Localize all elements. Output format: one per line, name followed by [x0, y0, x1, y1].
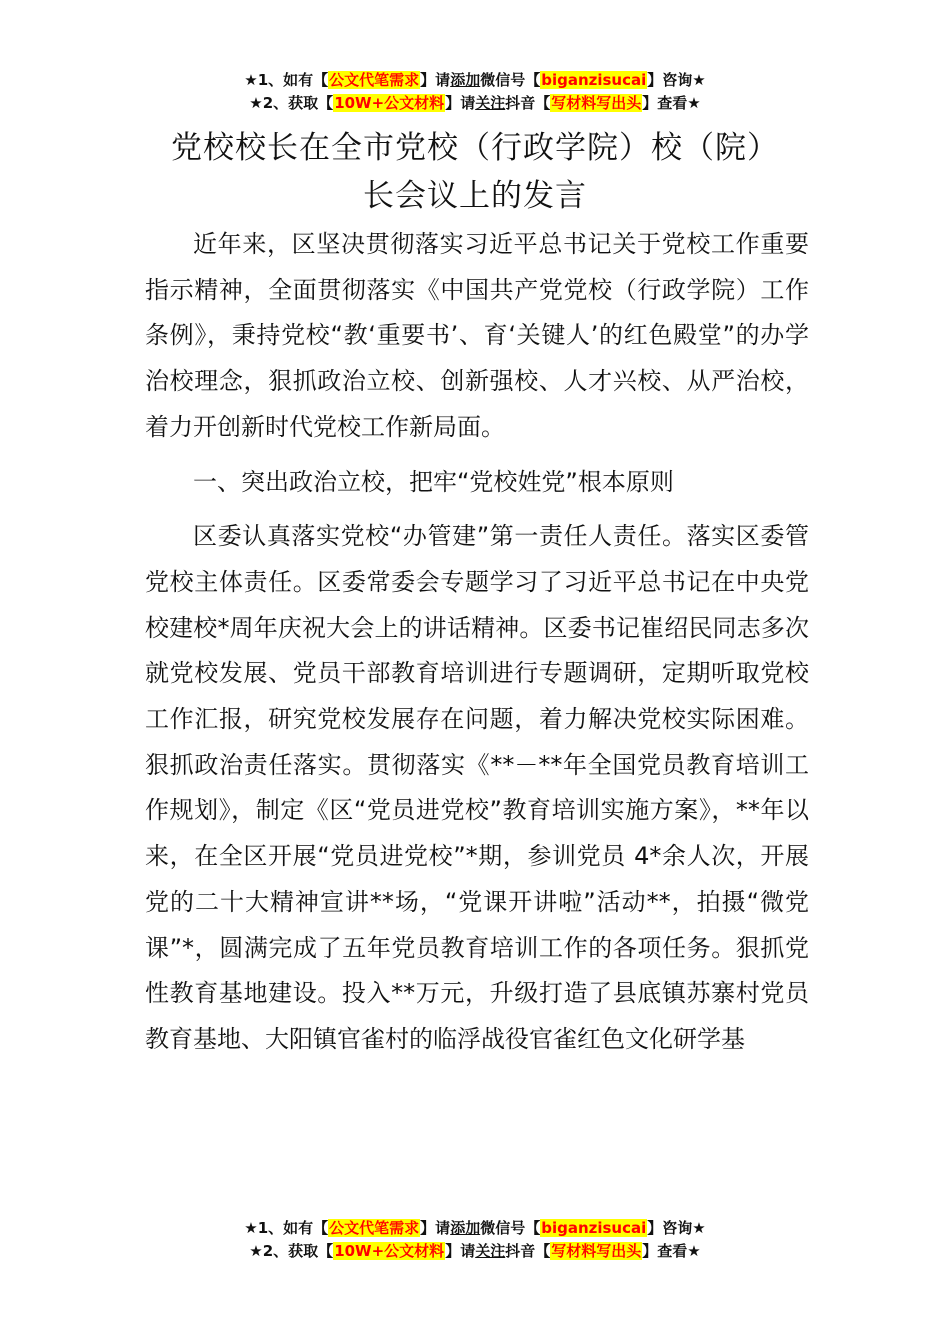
banner-text: ★1、如有【 [244, 71, 329, 89]
paragraph-intro: 近年来，区坚决贯彻落实习近平总书记关于党校工作重要指示精神，全面贯彻落实《中国共产党党校（行政学院）工作条例》，秉持党校“教‘重要书’、育‘关键人’的红色殿堂”的办学治校理念，狠抓政治立校、创新强校、人才兴校、从严治校，着力开创新时代党校工作新局面。 [145, 230, 809, 441]
banner-emphasis: 添加 [450, 1219, 481, 1237]
banner-highlight: 10W+公文材料 [334, 1242, 445, 1260]
title-line-2: 长会议上的发言 [363, 178, 587, 214]
banner-douyin-id: 写材料写出头 [551, 94, 642, 112]
banner-line-2 [0, 1240, 950, 1263]
banner-text: 微信号【 [480, 1219, 541, 1237]
banner-emphasis: 关注 [475, 94, 506, 112]
banner-text: ★1、如有【 [244, 1219, 329, 1237]
title-line-1: 党校校长在全市党校（行政学院）校（院） [171, 130, 779, 166]
banner-text: ★2、获取【 [249, 94, 334, 112]
banner-wechat-id: biganzisucai [541, 71, 647, 89]
banner-text: 抖音【 [505, 1242, 551, 1260]
banner-text: 微信号【 [480, 71, 541, 89]
banner-text: 】查看★ [642, 94, 701, 112]
banner-douyin-id: 写材料写出头 [551, 1242, 642, 1260]
paragraph-section-1: 区委认真落实党校“办管建”第一责任人责任。落实区委管党校主体责任。区委常委会专题学习了习近平总书记在中央党校建校*周年庆祝大会上的讲话精神。区委书记崔绍民同志多次就党校发展、党员干部教育培训进行专题调研，定期听取党校工作汇报，研究党校发展存在问题，着力解决党校实际困难。狠抓政治责任落实。贯彻落实《**－**年全国党员教育培训工作规划》，制定《区“党员进党校”教育培训实施方案》，**年以来，在全区开展“党员进党校”*期，参训党员 4*余人次，开展党的二十大精神宣讲**场，“党课开讲啦”活动**，拍摄“微党课”*，圆满完成了五年党员教育培训工作的各项任务。狠抓党性教育基地建设。投入**万元，升级打造了县底镇苏寨村党员教育基地、大阳镇官雀村的临浮战役官雀红色文化研学基 [145, 522, 809, 1053]
header-banner [0, 69, 950, 115]
banner-line-1 [0, 69, 950, 92]
banner-text: 】咨询★ [647, 71, 706, 89]
banner-text: ★2、获取【 [249, 1242, 334, 1260]
banner-highlight: 公文代笔需求 [329, 71, 420, 89]
banner-text: 】咨询★ [647, 1219, 706, 1237]
banner-text: 抖音【 [505, 94, 551, 112]
banner-emphasis: 添加 [450, 71, 481, 89]
banner-wechat-id: biganzisucai [541, 1219, 647, 1237]
section-heading: 一、突出政治立校，把牢“党校姓党”根本原则 [193, 467, 674, 496]
banner-highlight: 公文代笔需求 [329, 1219, 420, 1237]
document-body [145, 222, 809, 1063]
footer-banner [0, 1217, 950, 1263]
banner-text: 】请 [420, 1219, 451, 1237]
banner-text: 】请 [445, 1242, 476, 1260]
banner-line-2 [0, 92, 950, 115]
banner-text: 】查看★ [642, 1242, 701, 1260]
document-title [80, 124, 870, 220]
banner-line-1 [0, 1217, 950, 1240]
banner-highlight: 10W+公文材料 [334, 94, 445, 112]
banner-text: 】请 [420, 71, 451, 89]
banner-emphasis: 关注 [475, 1242, 506, 1260]
banner-text: 】请 [445, 94, 476, 112]
